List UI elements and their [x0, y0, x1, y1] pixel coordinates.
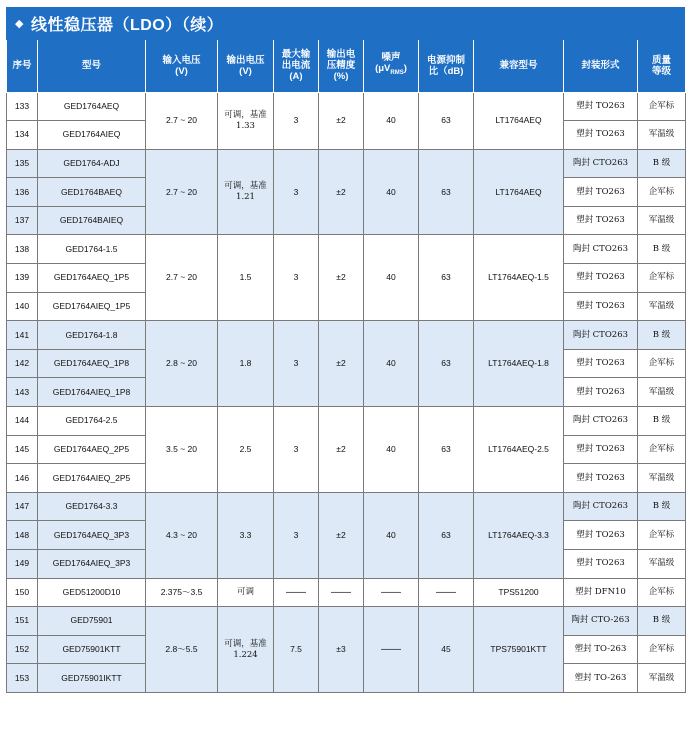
cell-output-voltage: 2.5 [218, 407, 274, 493]
cell-package: 塑封 TO263 [564, 349, 638, 378]
cell-seq: 152 [7, 635, 38, 664]
cell-input-voltage: 4.3 ~ 20 [146, 492, 218, 578]
cell-package: 塑封 TO263 [564, 178, 638, 207]
cell-package: 塑封 DFN10 [564, 578, 638, 607]
cell-grade: 企军标 [638, 178, 686, 207]
cell-psrr: 63 [419, 407, 474, 493]
cell-grade: 企军标 [638, 435, 686, 464]
cell-package: 塑封 TO-263 [564, 664, 638, 693]
cell-max-current: 3 [274, 149, 319, 235]
cell-package: 陶封 CTO263 [564, 492, 638, 521]
table-row [7, 321, 686, 350]
table-row [7, 149, 686, 178]
cell-output-voltage: 1.5 [218, 235, 274, 321]
cell-compatible-model: LT1764AEQ-3.3 [474, 492, 564, 578]
cell-seq: 140 [7, 292, 38, 321]
cell-output-voltage: 可调，基准 1.21 [218, 149, 274, 235]
table-body [7, 92, 686, 692]
cell-seq: 143 [7, 378, 38, 407]
table-row [7, 578, 686, 607]
cell-input-voltage: 2.7 ~ 20 [146, 92, 218, 149]
table-row [7, 407, 686, 436]
cell-package: 陶封 CTO263 [564, 321, 638, 350]
cell-package: 塑封 TO263 [564, 378, 638, 407]
cell-model: GED1764AIEQ_2P5 [38, 464, 146, 493]
cell-grade: 军温级 [638, 378, 686, 407]
header-psrr: 电源抑制 比（dB) [419, 40, 474, 92]
cell-model: GED1764AIEQ_3P3 [38, 550, 146, 579]
cell-model: GED1764AEQ_1P8 [38, 349, 146, 378]
cell-psrr: —— [419, 578, 474, 607]
header-grade: 质量 等级 [638, 40, 686, 92]
table-header-row [7, 40, 686, 92]
cell-grade: 军温级 [638, 121, 686, 150]
cell-package: 塑封 TO263 [564, 292, 638, 321]
table-row [7, 492, 686, 521]
cell-psrr: 63 [419, 149, 474, 235]
cell-package: 塑封 TO263 [564, 92, 638, 121]
cell-model: GED1764AEQ_1P5 [38, 264, 146, 293]
cell-model: GED1764-2.5 [38, 407, 146, 436]
cell-grade: 军温级 [638, 664, 686, 693]
cell-grade: B 级 [638, 407, 686, 436]
cell-accuracy: ±2 [319, 321, 364, 407]
cell-input-voltage: 2.7 ~ 20 [146, 149, 218, 235]
cell-noise: 40 [364, 321, 419, 407]
cell-input-voltage: 2.7 ~ 20 [146, 235, 218, 321]
cell-accuracy: —— [319, 578, 364, 607]
cell-model: GED1764-1.8 [38, 321, 146, 350]
cell-seq: 147 [7, 492, 38, 521]
cell-compatible-model: TPS51200 [474, 578, 564, 607]
cell-max-current: 3 [274, 92, 319, 149]
header-input-voltage: 输入电压 (V) [146, 40, 218, 92]
cell-model: GED1764AEQ [38, 92, 146, 121]
header-accuracy: 输出电 压精度 (%) [319, 40, 364, 92]
cell-max-current: 3 [274, 492, 319, 578]
cell-package: 塑封 TO263 [564, 521, 638, 550]
cell-seq: 142 [7, 349, 38, 378]
cell-compatible-model: LT1764AEQ-1.5 [474, 235, 564, 321]
cell-compatible-model: LT1764AEQ [474, 149, 564, 235]
cell-model: GED1764-1.5 [38, 235, 146, 264]
cell-seq: 133 [7, 92, 38, 121]
cell-seq: 134 [7, 121, 38, 150]
cell-grade: 军温级 [638, 464, 686, 493]
cell-package: 陶封 CTO-263 [564, 607, 638, 636]
cell-noise: —— [364, 607, 419, 693]
diamond-icon: ◆ [15, 18, 24, 30]
cell-model: GED75901IKTT [38, 664, 146, 693]
section-title-bar [6, 7, 685, 40]
cell-seq: 137 [7, 206, 38, 235]
cell-compatible-model: LT1764AEQ-2.5 [474, 407, 564, 493]
cell-noise: 40 [364, 492, 419, 578]
cell-accuracy: ±3 [319, 607, 364, 693]
cell-model: GED75901KTT [38, 635, 146, 664]
cell-output-voltage: 3.3 [218, 492, 274, 578]
cell-seq: 141 [7, 321, 38, 350]
cell-psrr: 63 [419, 235, 474, 321]
cell-seq: 139 [7, 264, 38, 293]
header-package: 封装形式 [564, 40, 638, 92]
cell-grade: B 级 [638, 235, 686, 264]
ldo-product-table [6, 40, 686, 693]
cell-grade: B 级 [638, 607, 686, 636]
cell-model: GED1764AIEQ_1P5 [38, 292, 146, 321]
cell-grade: 军温级 [638, 550, 686, 579]
cell-output-voltage: 可调，基准 1.33 [218, 92, 274, 149]
cell-noise: 40 [364, 407, 419, 493]
cell-seq: 138 [7, 235, 38, 264]
header-noise: 噪声 $(\mu V_{RMS})$ [364, 40, 419, 92]
cell-model: GED1764AEQ_2P5 [38, 435, 146, 464]
cell-grade: 企军标 [638, 92, 686, 121]
cell-package: 塑封 TO263 [564, 264, 638, 293]
cell-output-voltage: 可调，基准 1.224 [218, 607, 274, 693]
section-title: 线性稳压器（LDO）（续） [30, 17, 224, 34]
header-max-current: 最大输 出电流 (A) [274, 40, 319, 92]
cell-accuracy: ±2 [319, 235, 364, 321]
cell-grade: 军温级 [638, 206, 686, 235]
cell-package: 陶封 CTO263 [564, 407, 638, 436]
cell-noise: 40 [364, 149, 419, 235]
cell-compatible-model: LT1764AEQ [474, 92, 564, 149]
cell-grade: 企军标 [638, 264, 686, 293]
cell-package: 塑封 TO263 [564, 464, 638, 493]
cell-model: GED51200D10 [38, 578, 146, 607]
cell-max-current: —— [274, 578, 319, 607]
table-row [7, 235, 686, 264]
cell-grade: 企军标 [638, 521, 686, 550]
cell-noise: —— [364, 578, 419, 607]
cell-model: GED75901 [38, 607, 146, 636]
cell-seq: 144 [7, 407, 38, 436]
cell-seq: 149 [7, 550, 38, 579]
cell-package: 塑封 TO263 [564, 206, 638, 235]
cell-grade: B 级 [638, 492, 686, 521]
cell-accuracy: ±2 [319, 149, 364, 235]
cell-psrr: 63 [419, 492, 474, 578]
cell-compatible-model: LT1764AEQ-1.8 [474, 321, 564, 407]
cell-package: 塑封 TO-263 [564, 635, 638, 664]
cell-model: GED1764BAEQ [38, 178, 146, 207]
table-row [7, 92, 686, 121]
cell-input-voltage: 2.8 ~ 20 [146, 321, 218, 407]
cell-output-voltage: 1.8 [218, 321, 274, 407]
header-output-voltage: 输出电压 (V) [218, 40, 274, 92]
cell-input-voltage: 3.5 ~ 20 [146, 407, 218, 493]
cell-max-current: 7.5 [274, 607, 319, 693]
cell-seq: 148 [7, 521, 38, 550]
cell-seq: 153 [7, 664, 38, 693]
table-row [7, 607, 686, 636]
cell-noise: 40 [364, 92, 419, 149]
cell-seq: 146 [7, 464, 38, 493]
cell-psrr: 63 [419, 92, 474, 149]
cell-package: 塑封 TO263 [564, 550, 638, 579]
cell-seq: 136 [7, 178, 38, 207]
cell-accuracy: ±2 [319, 92, 364, 149]
cell-model: GED1764BAIEQ [38, 206, 146, 235]
cell-max-current: 3 [274, 321, 319, 407]
cell-model: GED1764AIEQ_1P8 [38, 378, 146, 407]
cell-psrr: 63 [419, 321, 474, 407]
cell-grade: 企军标 [638, 578, 686, 607]
cell-seq: 145 [7, 435, 38, 464]
cell-grade: 企军标 [638, 349, 686, 378]
cell-compatible-model: TPS75901KTT [474, 607, 564, 693]
cell-psrr: 45 [419, 607, 474, 693]
cell-model: GED1764AEQ_3P3 [38, 521, 146, 550]
cell-noise: 40 [364, 235, 419, 321]
cell-grade: 企军标 [638, 635, 686, 664]
cell-max-current: 3 [274, 235, 319, 321]
cell-output-voltage: 可调 [218, 578, 274, 607]
cell-model: GED1764AIEQ [38, 121, 146, 150]
ldo-table-page [6, 7, 685, 693]
header-seq: 序号 [7, 40, 38, 92]
cell-package: 陶封 CTO263 [564, 149, 638, 178]
cell-grade: B 级 [638, 321, 686, 350]
header-compatible-model: 兼容型号 [474, 40, 564, 92]
cell-seq: 135 [7, 149, 38, 178]
cell-input-voltage: 2.375～3.5 [146, 578, 218, 607]
cell-package: 塑封 TO263 [564, 121, 638, 150]
cell-model: GED1764-3.3 [38, 492, 146, 521]
cell-package: 塑封 TO263 [564, 435, 638, 464]
cell-input-voltage: 2.8～5.5 [146, 607, 218, 693]
cell-accuracy: ±2 [319, 407, 364, 493]
cell-grade: 军温级 [638, 292, 686, 321]
cell-seq: 150 [7, 578, 38, 607]
cell-max-current: 3 [274, 407, 319, 493]
cell-model: GED1764-ADJ [38, 149, 146, 178]
cell-seq: 151 [7, 607, 38, 636]
cell-package: 陶封 CTO263 [564, 235, 638, 264]
header-model: 型号 [38, 40, 146, 92]
cell-grade: B 级 [638, 149, 686, 178]
cell-accuracy: ±2 [319, 492, 364, 578]
